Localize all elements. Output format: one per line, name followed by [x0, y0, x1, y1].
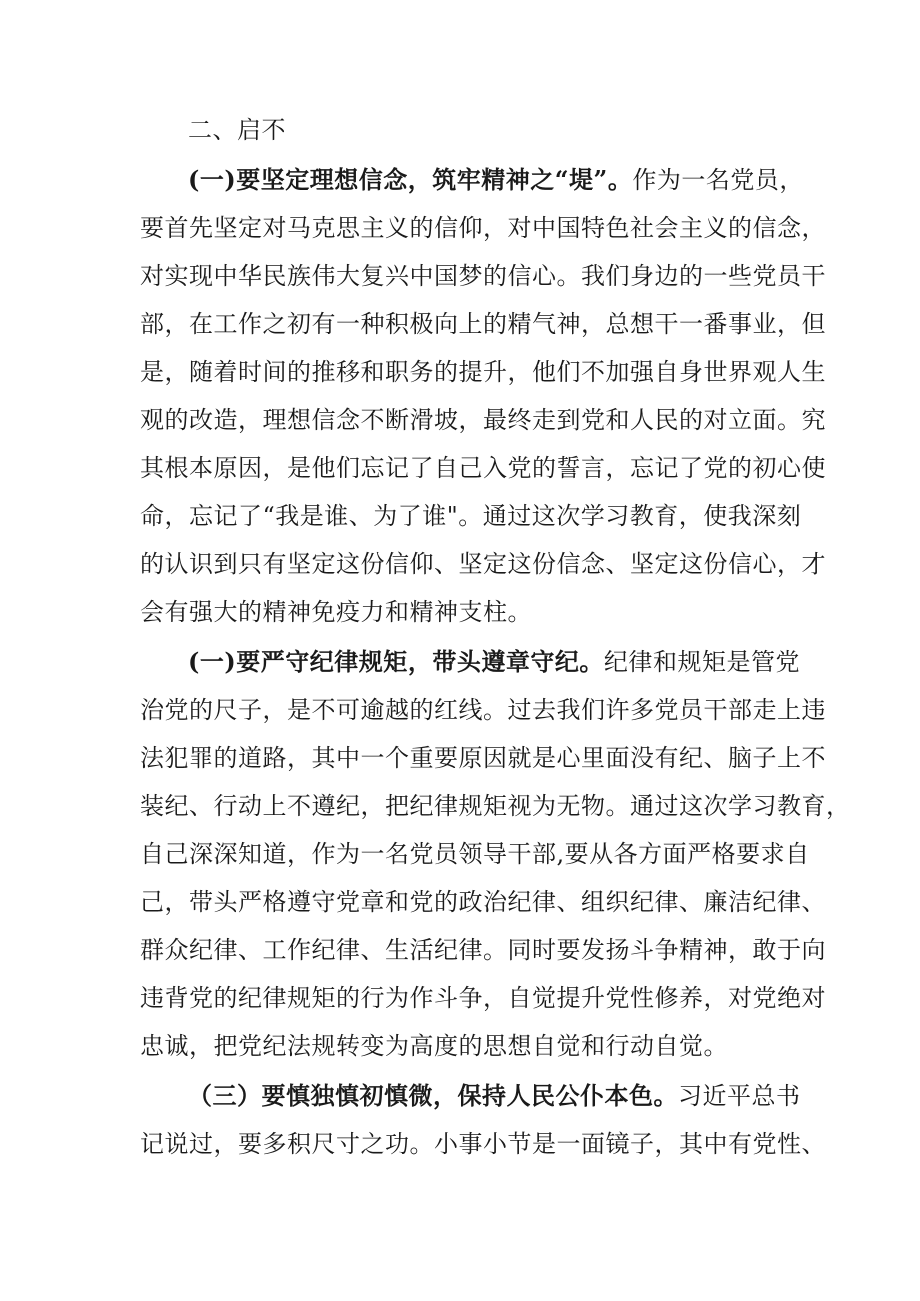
paragraph-3-first-line [188, 1081, 801, 1111]
paragraph-1-line: 的认识到只有坚定这份信仰、坚定这份信念、坚定这份信心，才 [140, 550, 826, 578]
paragraph-1-line: 部，在工作之初有一种积极向上的精气神，总想干一番事业，但 [140, 310, 826, 338]
paragraph-1-line: 是，随着时间的推移和职务的提升，他们不加强自身世界观人生 [140, 358, 826, 386]
paragraph-2-first-tail: 纪律和规矩是管党 [603, 648, 801, 676]
paragraph-1-first-tail: 作为一名党员， [632, 166, 804, 194]
paragraph-3-first-tail: 习近平总书 [678, 1082, 801, 1110]
paragraph-2-line: 法犯罪的道路，其中一个重要原因就是心里面没有纪、脑子上不 [140, 744, 826, 772]
paragraph-2-line: 群众纪律、工作纪律、生活纪律。同时要发扬斗争精神，敢于向 [140, 936, 826, 964]
paragraph-1-heading: (一)要坚定理想信念，筑牢精神之“堤”。 [188, 165, 633, 194]
paragraph-1-line: 观的改造，理想信念不断滑坡，最终走到党和人民的对立面。究 [140, 406, 826, 434]
paragraph-2-line: 违背党的纪律规矩的行为作斗争，自觉提升党性修养，对党绝对 [140, 984, 826, 1012]
paragraph-2-line: 己，带头严格遵守党章和党的政治纪律、组织纪律、廉洁纪律、 [140, 888, 826, 916]
paragraph-3-heading: （三）要慎独慎初慎微，保持人民公仆本色。 [188, 1081, 678, 1110]
paragraph-2-line: 装纪、行动上不遵纪，把纪律规矩视为无物。通过这次学习教育， [140, 792, 851, 820]
paragraph-1-first-line [188, 165, 804, 195]
paragraph-2-line: 自己深深知道，作为一名党员领导干部,要从各方面严格要求自 [140, 840, 810, 868]
paragraph-1-line: 命，忘记了“我是谁、为了谁"。通过这次学习教育，使我深刻 [140, 502, 802, 530]
paragraph-2-heading: (一)要严守纪律规矩，带头遵章守纪。 [188, 647, 604, 676]
paragraph-3-line: 记说过，要多积尺寸之功。小事小节是一面镜子，其中有党性、 [140, 1130, 826, 1158]
paragraph-1-line: 会有强大的精神免疫力和精神支柱。 [140, 598, 532, 626]
paragraph-2-line: 治党的尺子，是不可逾越的红线。过去我们许多党员干部走上违 [140, 696, 826, 724]
paragraph-1-line: 其根本原因，是他们忘记了自己入党的誓言，忘记了党的初心使 [140, 454, 826, 482]
paragraph-1-line: 要首先坚定对马克思主义的信仰，对中国特色社会主义的信念， [140, 214, 826, 242]
paragraph-2-first-line [188, 647, 800, 677]
paragraph-1-line: 对实现中华民族伟大复兴中国梦的信心。我们身边的一些党员干 [140, 262, 826, 290]
section-heading: 二、启不 [188, 116, 286, 144]
paragraph-2-line: 忠诚，把党纪法规转变为高度的思想自觉和行动自觉。 [140, 1032, 728, 1060]
